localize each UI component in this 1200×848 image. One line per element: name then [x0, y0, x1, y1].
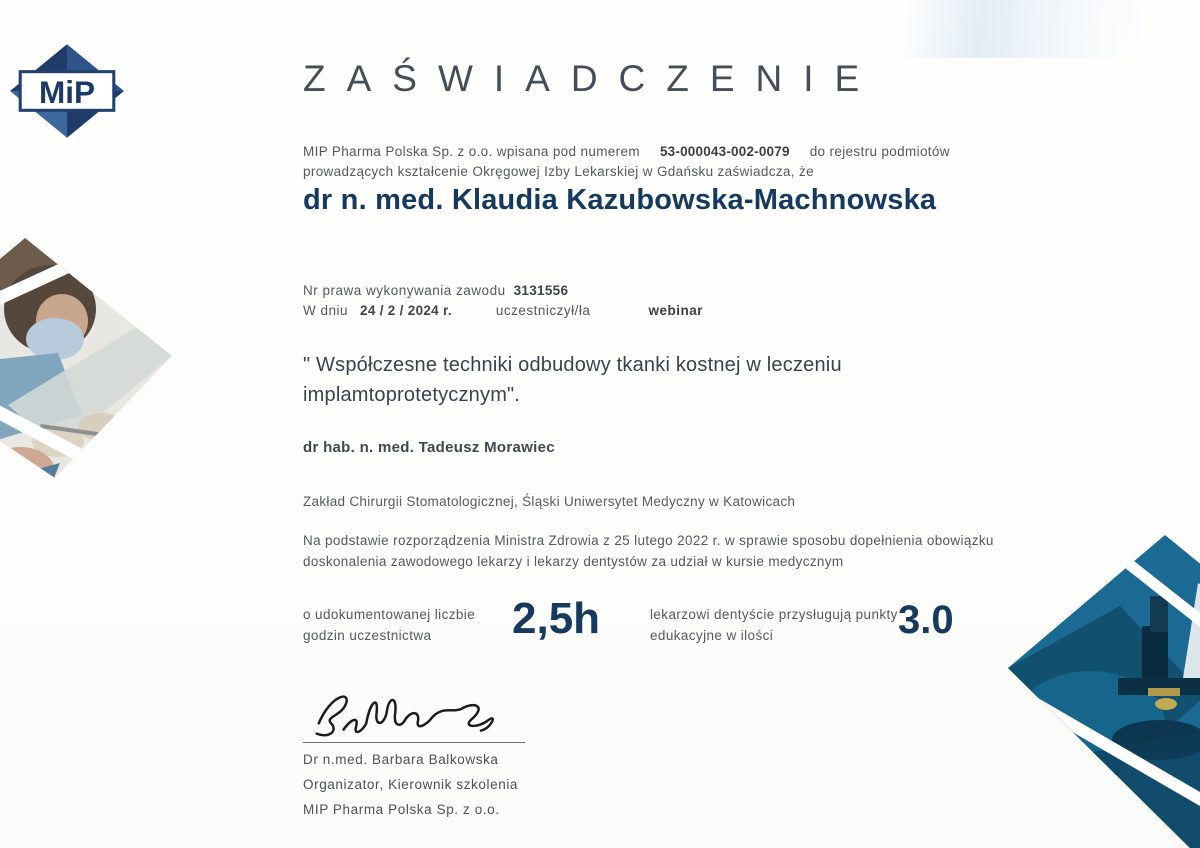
intro-line1-after: do rejestru podmiotów — [809, 144, 950, 159]
license-label: Nr prawa wykonywania zawodu — [303, 283, 506, 298]
legal-basis-paragraph: Na podstawie rozporządzenia Ministra Zdrowia z 25 lutego 2022 r. w sprawie sposobu dopełnienia obowiązku doskonalenia zawodowego lekarzy i lekarzy dentystów za udział w kursie medycznym — [303, 533, 994, 569]
lecturer-name: dr hab. n. med. Tadeusz Morawiec — [303, 439, 555, 456]
date-label: W dniu — [303, 303, 349, 318]
points-value: 3.0 — [898, 598, 954, 642]
participation-label: uczestniczył/ła — [495, 303, 591, 318]
hours-label: o udokumentowanej liczbie godzin uczestnictwa — [303, 607, 476, 643]
course-title-line1: " Współczesne techniki odbudowy tkanki kostnej w leczeniu — [303, 354, 842, 376]
signature-handwriting — [300, 682, 510, 749]
event-type-label: webinar — [648, 303, 703, 318]
hours-value: 2,5h — [512, 594, 601, 643]
license-row — [303, 283, 568, 298]
photo-dentist-collage — [0, 213, 185, 518]
document-title: ZAŚWIADCZENIE — [303, 58, 881, 99]
institution-name: Zakład Chirurgii Stomatologicznej, Śląski Uniwersytet Medyczny w Katowicach — [303, 494, 796, 509]
mip-logo — [8, 44, 126, 143]
signature-line — [303, 742, 525, 743]
intro-line1-before: MIP Pharma Polska Sp. z o.o. wpisana pod numerem — [303, 144, 640, 159]
corner-wash-decoration — [905, 0, 1200, 58]
mip-logo-text: MiP — [38, 74, 96, 111]
signatory-role: Organizator, Kierownik szkolenia — [303, 777, 519, 792]
recipient-name: dr n. med. Klaudia Kazubowska-Machnowska — [303, 184, 937, 216]
date-value: 24 / 2 / 2024 r. — [360, 303, 452, 318]
intro-line2: prowadzących kształcenie Okręgowej Izby Lekarskiej w Gdańsku zaświadcza, że — [303, 164, 814, 179]
mip-logo-diamond — [8, 44, 126, 138]
course-title-line2: implamtoprotetycznym". — [303, 384, 521, 406]
date-row — [303, 303, 703, 318]
signatory-company: MIP Pharma Polska Sp. z o.o. — [303, 802, 500, 817]
points-label: lekarzowi dentyście przysługują punkty edukacyjne w ilości — [650, 607, 898, 643]
course-title — [303, 350, 903, 410]
registry-number: 53-000043-002-0079 — [659, 144, 790, 159]
intro-paragraph — [303, 142, 993, 182]
photo-lab-collage — [1000, 528, 1200, 848]
license-number: 3131556 — [513, 283, 569, 298]
signatory-name: Dr n.med. Barbara Balkowska — [303, 752, 499, 767]
